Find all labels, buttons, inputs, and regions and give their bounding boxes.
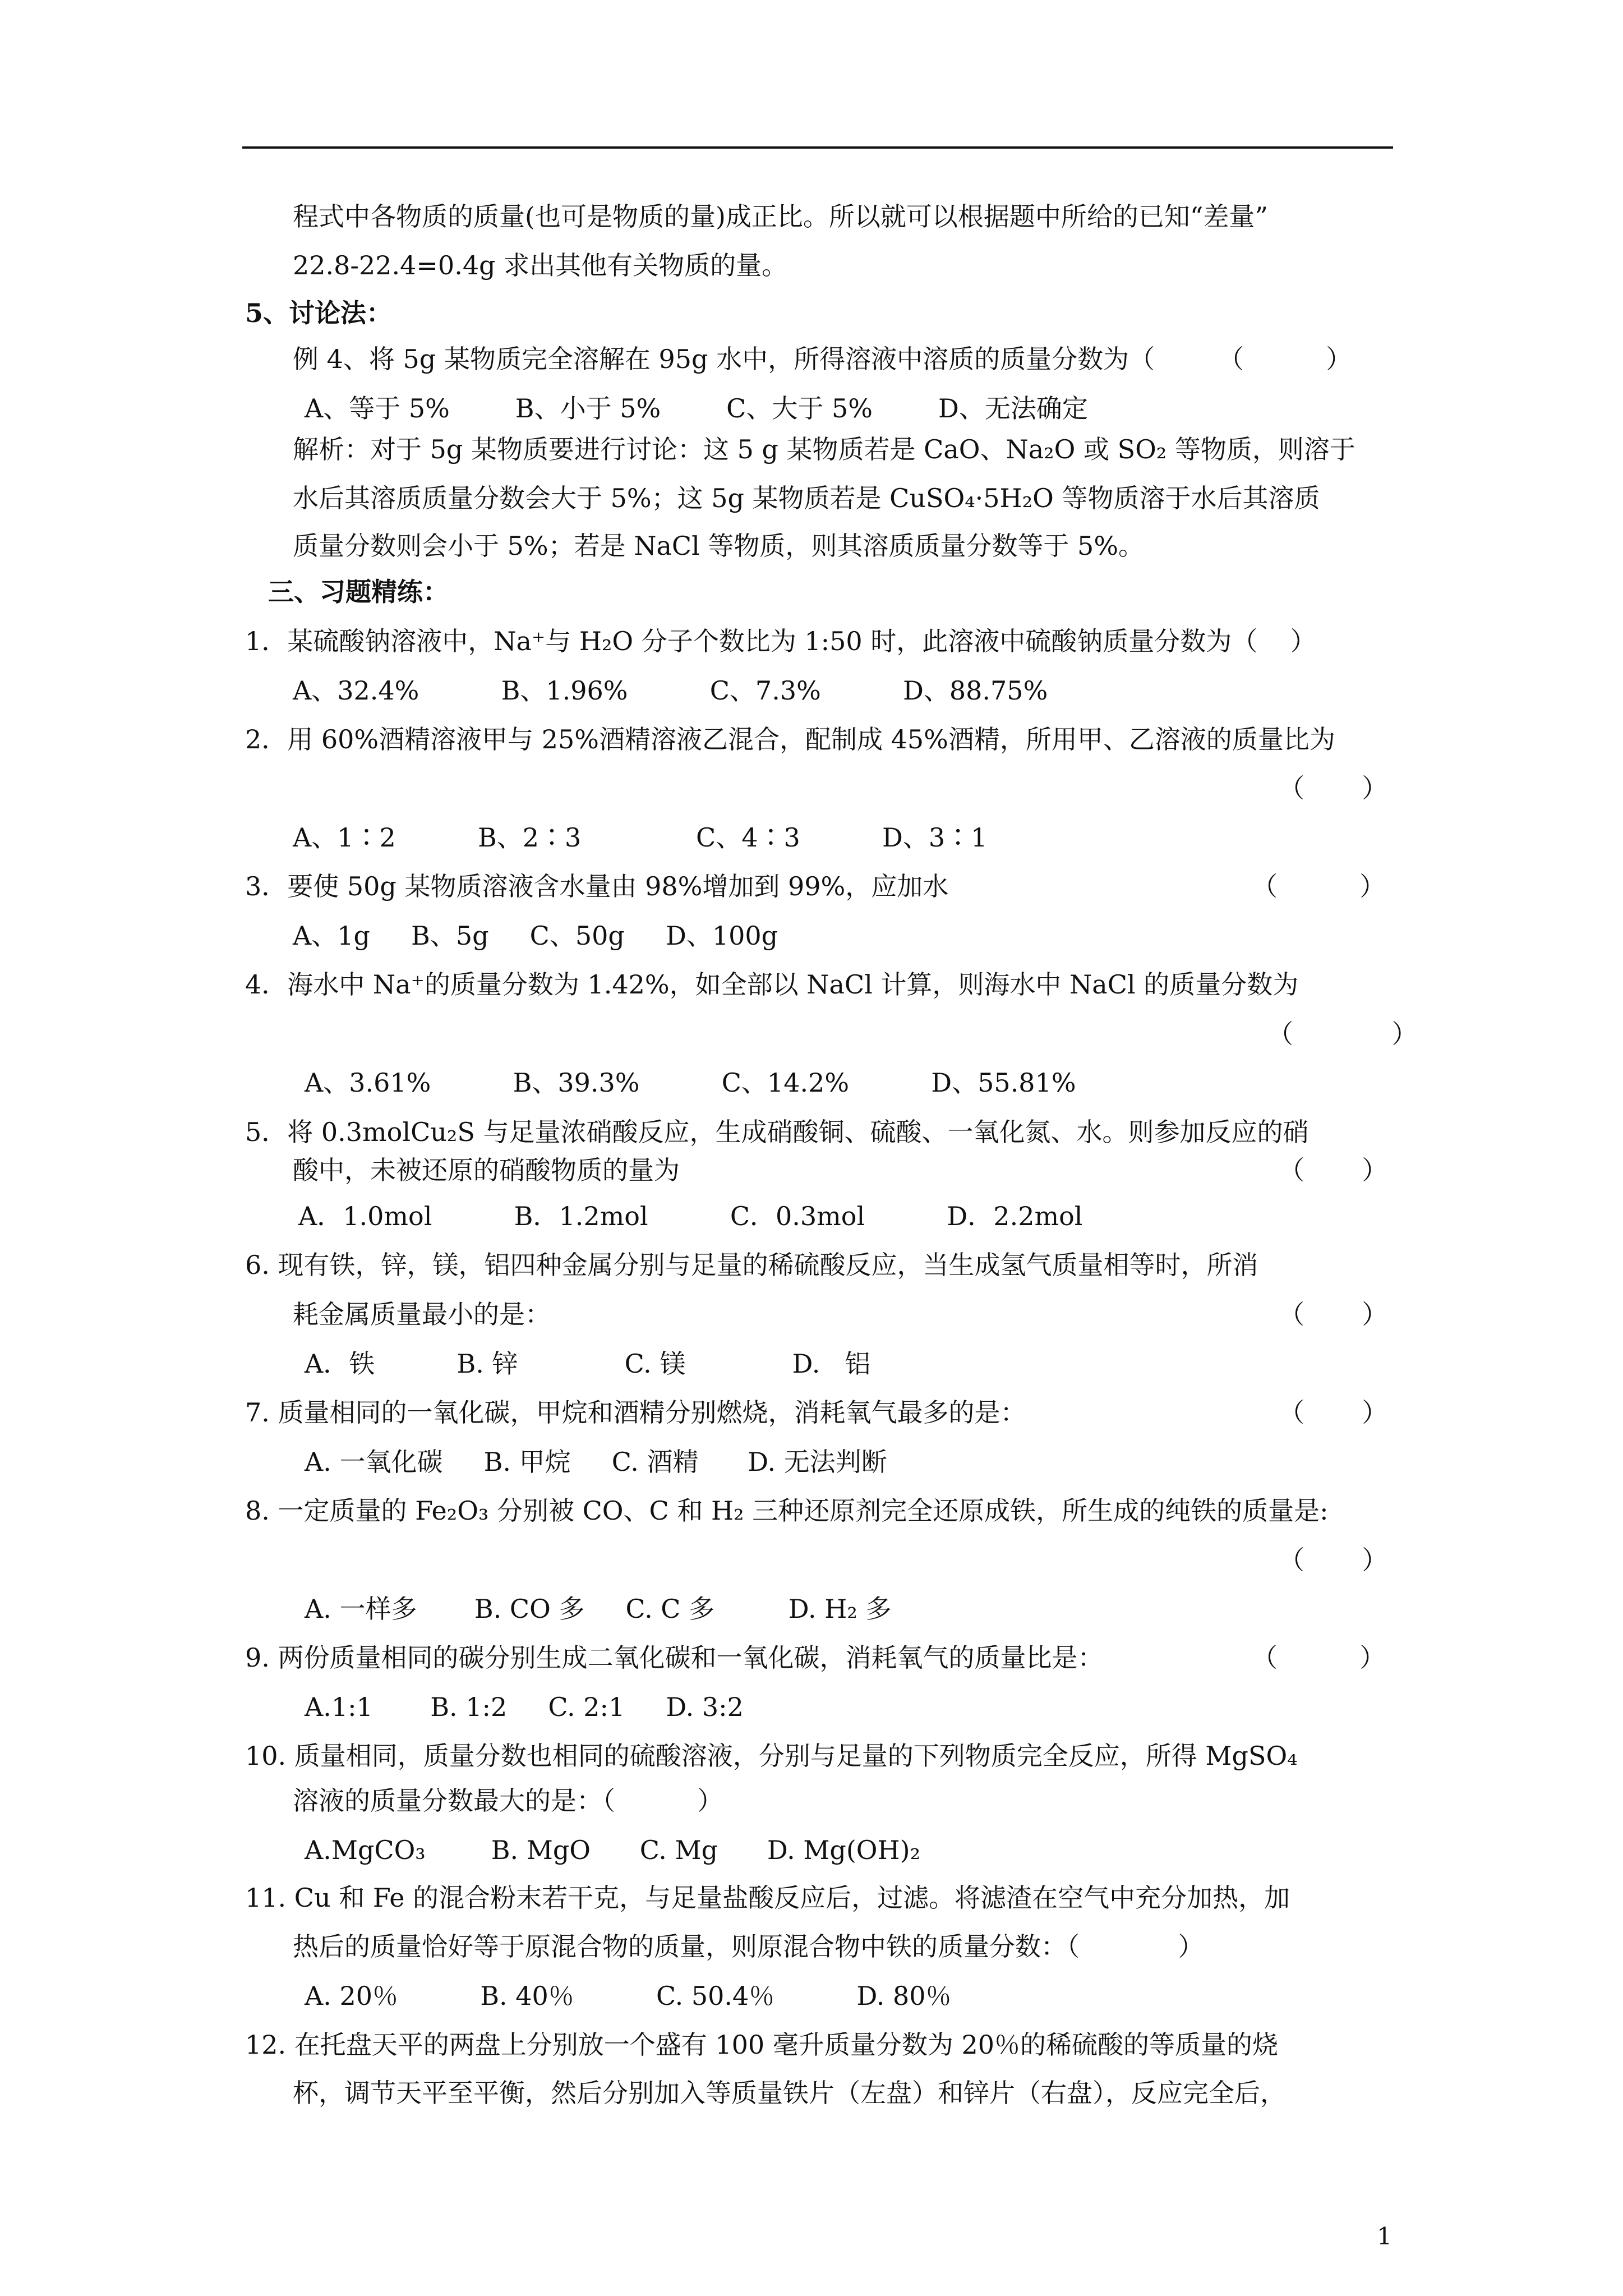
text-line: A、3.61% B、39.3% C、14.2% D、55.81% [305,1068,1076,1098]
answer-bracket: （ ） [1279,1545,1388,1575]
page-number: 1 [1377,2223,1392,2250]
text-line: 热后的质量恰好等于原混合物的质量，则原混合物中铁的质量分数：（ ） [293,1931,1204,1962]
text-line: 8. 一定质量的 Fe₂O₃ 分别被 CO、C 和 H₂ 三种还原剂完全还原成铁，所生成的纯铁的质量是: [245,1496,1329,1526]
text-line: 5．将 0.3molCu₂S 与足量浓硝酸反应，生成硝酸铜、硫酸、一氧化氮、水。则参加反应的硝 [245,1117,1309,1147]
text-line: 杯，调节天平至平衡，然后分别加入等质量铁片（左盘）和锌片（右盘），反应完全后， [293,2078,1286,2108]
answer-bracket: （ ） [1279,1155,1388,1185]
text-line: 1．某硫酸钠溶液中，Na⁺与 H₂O 分子个数比为 1:50 时，此溶液中硫酸钠质量分数为（ ） [245,626,1316,656]
text-line: 12. 在托盘天平的两盘上分别放一个盛有 100 毫升质量分数为 20％的稀硫酸的等质量的烧 [245,2030,1278,2060]
answer-bracket: （ ） [1218,344,1352,374]
answer-bracket: （ ） [1252,871,1386,901]
text-line: 水后其溶质质量分数会大于 5%；这 5g 某物质若是 CuSO₄·5H₂O 等物质溶于水后其溶质 [293,483,1320,513]
text-line: A. 20％ B. 40％ C. 50.4％ D. 80％ [305,1981,952,2011]
text-line: 6. 现有铁，锌，镁，铝四种金属分别与足量的稀硫酸反应，当生成氢气质量相等时，所消 [245,1250,1258,1280]
answer-bracket: （ ） [1252,1642,1386,1673]
text-line: A. 一氧化碳 B. 甲烷 C. 酒精 D. 无法判断 [305,1447,887,1477]
text-line: 溶液的质量分数最大的是：（ ） [293,1786,723,1816]
text-line: 解析：对于 5g 某物质要进行讨论：这 5 g 某物质若是 CaO、Na₂O 或 SO₂ 等物质，则溶于 [293,434,1355,464]
text-line: 程式中各物质的质量(也可是物质的量)成正比。所以就可以根据题中所给的已知“差量” [293,201,1268,232]
answer-bracket: （ ） [1267,1019,1418,1049]
text-line: 例 4、将 5g 某物质完全溶解在 95g 水中，所得溶液中溶质的质量分数为（ [293,344,1155,374]
text-line: 9. 两份质量相同的碳分别生成二氧化碳和一氧化碳，消耗氧气的质量比是： [245,1642,1104,1673]
text-line: A、1∶2 B、2∶3 C、4∶3 D、3∶1 [293,822,988,853]
text-line: A.1:1 B. 1:2 C. 2:1 D. 3:2 [305,1692,744,1722]
answer-bracket: （ ） [1279,1397,1388,1428]
text-line: 2．用 60%酒精溶液甲与 25%酒精溶液乙混合，配制成 45%酒精，所用甲、乙溶液的质量比为 [245,724,1335,754]
text-line: 质量分数则会小于 5%；若是 NaCl 等物质，则其溶质质量分数等于 5%。 [293,531,1145,561]
text-line: A. 一样多 B. CO 多 C. C 多 D. H₂ 多 [305,1594,892,1624]
text-line: A、1g B、5g C、50g D、100g [293,921,778,951]
text-line: A．铁 B. 锌 C. 镁 D. 铝 [305,1349,871,1379]
text-line: A、32.4% B、1.96% C、7.3% D、88.75% [293,675,1048,706]
text-line: 11. Cu 和 Fe 的混合粉末若干克，与足量盐酸反应后，过滤。将滤渣在空气中充分加热，加 [245,1883,1290,1913]
text-line: 耗金属质量最小的是： [293,1299,551,1329]
text-line: 4．海水中 Na⁺的质量分数为 1.42%，如全部以 NaCl 计算，则海水中 NaCl 的质量分数为 [245,969,1299,1000]
answer-bracket: （ ） [1279,773,1388,803]
text-line: A、等于 5% B、小于 5% C、大于 5% D、无法确定 [305,393,1088,424]
text-line: A.MgCO₃ B. MgO C. Mg D. Mg(OH)₂ [305,1835,921,1865]
text-line: 7. 质量相同的一氧化碳，甲烷和酒精分别燃烧，消耗氧气最多的是： [245,1397,1026,1428]
answer-bracket: （ ） [1279,1299,1388,1329]
text-line: 酸中，未被还原的硝酸物质的量为 [293,1155,680,1185]
text-line: 5、讨论法： [245,298,393,328]
text-line: A．1.0mol B．1.2mol C．0.3mol D．2.2mol [298,1201,1083,1231]
text-line: 22.8-22.4=0.4g 求出其他有关物质的量。 [293,250,788,280]
text-line: 三、习题精练： [268,577,449,607]
text-line: 3．要使 50g 某物质溶液含水量由 98%增加到 99%，应加水 [245,871,949,901]
header-rule [242,146,1393,149]
text-line: 10. 质量相同，质量分数也相同的硫酸溶液，分别与足量的下列物质完全反应，所得 MgSO₄ [245,1741,1298,1771]
